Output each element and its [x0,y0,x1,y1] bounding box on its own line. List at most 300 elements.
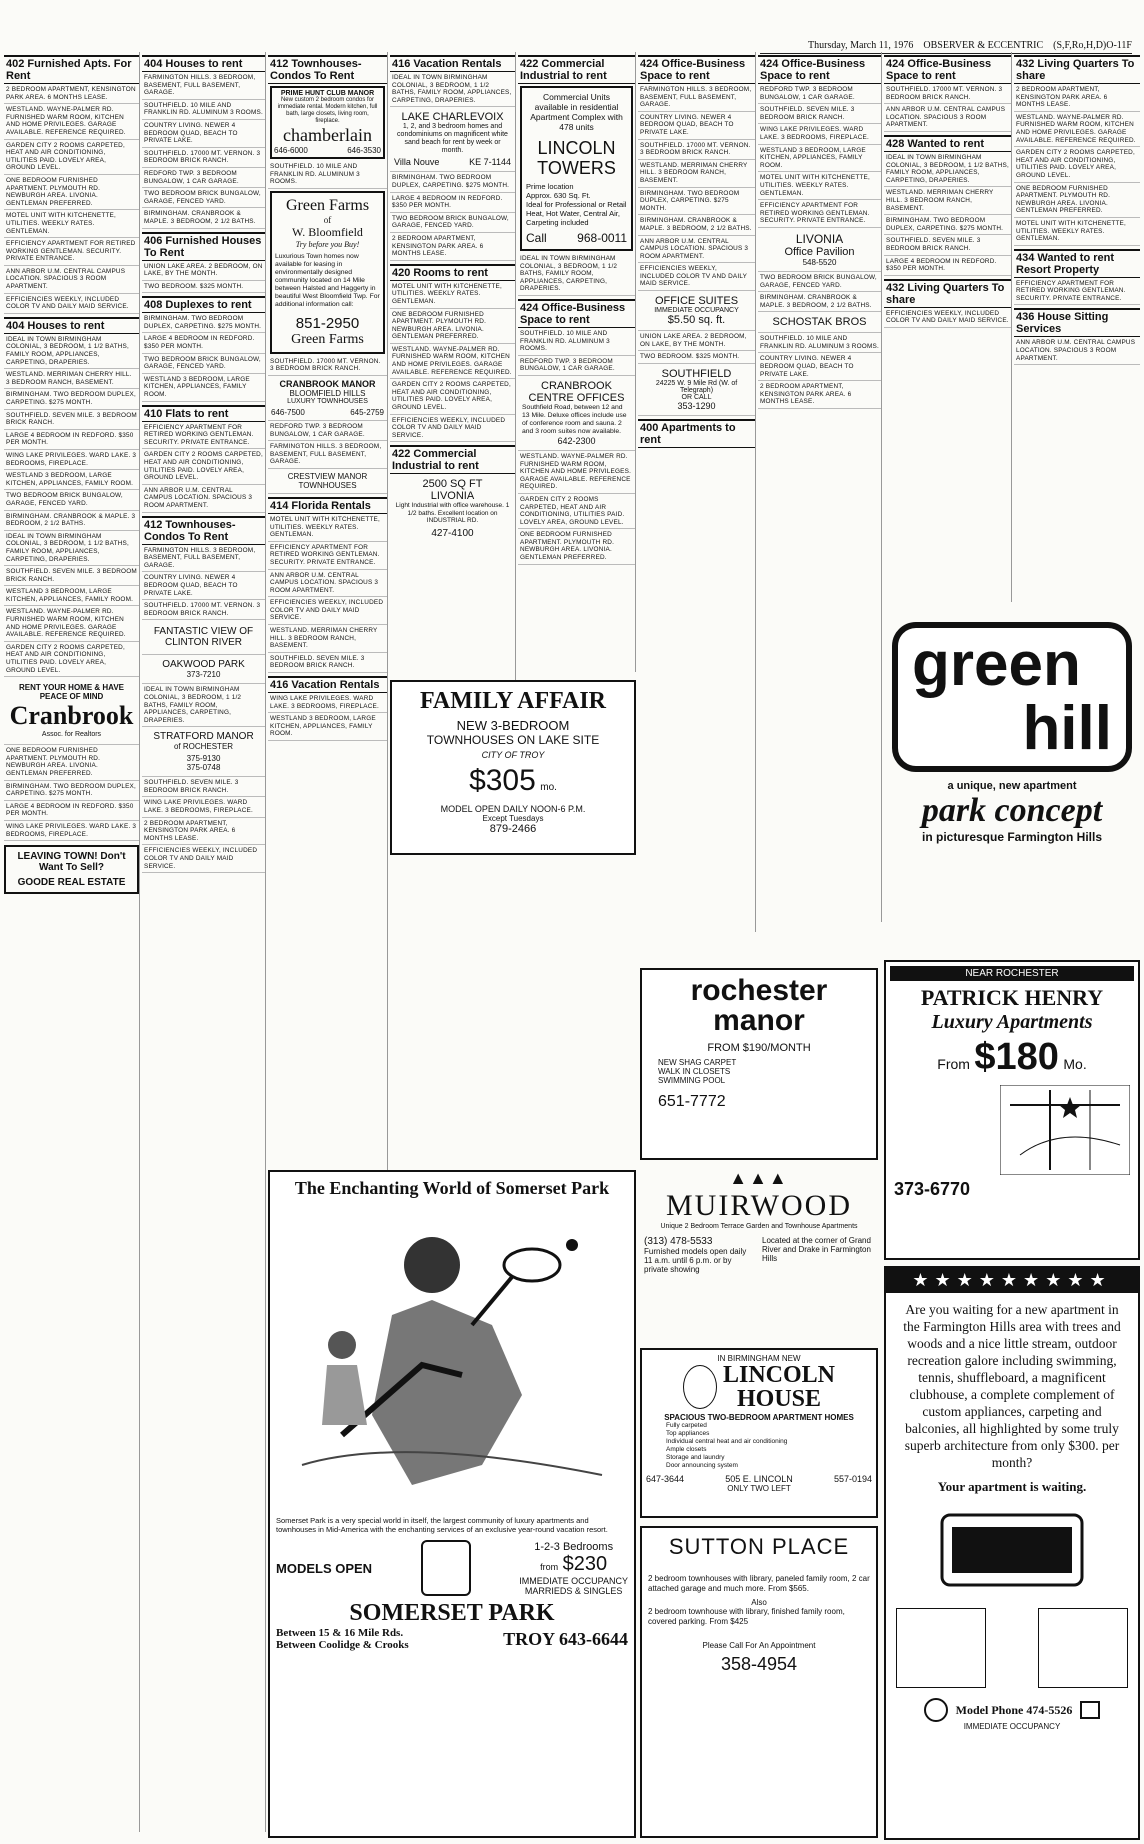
classified-ad: 2 BEDROOM APARTMENT, KENSINGTON PARK AREA. 6 MONTHS LEASE. [390,233,515,261]
classified-ad: WESTLAND. MERRIMAN CHERRY HILL. 3 BEDROOM RANCH, BASEMENT. [268,625,387,653]
classified-ad: ONE BEDROOM FURNISHED APARTMENT. PLYMOUTH RD. NEWBURGH AREA. LIVONIA. GENTLEMAN PREFERRED. [4,745,139,780]
lincoln-house-item: Ample closets [666,1446,707,1453]
family-affair-line2: TOWNHOUSES ON LAKE SITE [426,733,600,747]
classified-ad: WESTLAND. WAYNE-PALMER RD. FURNISHED WARM ROOM, KITCHEN AND HOME PRIVILEGES. GARAGE AVAILABLE. REFERENCE REQUIRED. [4,104,139,139]
livonia-2500-ad [390,474,515,543]
cranbrook-centre-phone: 642-2300 [557,435,596,446]
classified-ad: ANN ARBOR U.M. CENTRAL CAMPUS LOCATION. SPACIOUS 3 ROOM APARTMENT. [4,266,139,294]
muirwood-title: MUIRWOOD [666,1189,852,1222]
classified-ad: WING LAKE PRIVILEGES. WARD LAKE. 3 BEDROOMS, FIREPLACE. [268,693,387,713]
cranbrook-manor-title: CRANBROOK MANOR [279,378,376,389]
classified-ad: BIRMINGHAM. TWO BEDROOM DUPLEX, CARPETING. $275 MONTH. [4,781,139,801]
classified-ad: SOUTHFIELD. 10 MILE AND FRANKLIN RD. ALUMINUM 3 ROOMS. [268,161,387,189]
section-heading: 424 Office-Business Space to rent [884,55,1011,84]
classified-ad: FARMINGTON HILLS. 3 BEDROOM, BASEMENT, FULL BASEMENT, GARAGE. [268,441,387,469]
green-hill-where: in picturesque Farmington Hills [921,830,1103,844]
lincoln-house-title-1: LINCOLN [722,1362,836,1388]
classified-ad: BIRMINGHAM. CRANBROOK & MAPLE. 3 BEDROOM, 2 1/2 BATHS. [142,208,265,228]
stratford-phone-2: 375-0748 [186,763,221,773]
classified-ad: SOUTHFIELD. SEVEN MILE. 3 BEDROOM BRICK RANCH. [4,566,139,586]
classified-ad: ANN ARBOR U.M. CENTRAL CAMPUS LOCATION. SPACIOUS 3 ROOM APARTMENT. [1014,337,1140,365]
classified-ad: COUNTRY LIVING. NEWER 4 BEDROOM QUAD, BEACH TO PRIVATE LAKE. [142,572,265,600]
green-farms-tagline: Try before you Buy! [295,239,360,249]
classified-ad: SOUTHFIELD. SEVEN MILE. 3 BEDROOM BRICK RANCH. [884,235,1011,255]
section-heading: 404 Houses to rent [142,55,265,72]
classified-ad: COUNTRY LIVING. NEWER 4 BEDROOM QUAD, BEACH TO PRIVATE LAKE. [638,112,755,140]
waiting-phone: Model Phone 474-5526 [955,1702,1073,1717]
classified-ad: SOUTHFIELD. SEVEN MILE. 3 BEDROOM BRICK RANCH. [758,104,881,124]
column-5 [518,52,636,672]
somerset-park-ad [268,1170,636,1838]
column-8 [884,52,1012,602]
classified-ad: ONE BEDROOM FURNISHED APARTMENT. PLYMOUTH RD. NEWBURGH AREA. LIVONIA. GENTLEMAN PREFERRED. [1014,183,1140,218]
classified-ad: SOUTHFIELD. 10 MILE AND FRANKLIN RD. ALUMINUM 3 ROOMS. [758,333,881,353]
chamberlain-phone-2: 646-3530 [347,146,381,155]
classified-ad: SOUTHFIELD. 17000 MT. VERNON. 3 BEDROOM BRICK RANCH. [268,356,387,376]
classified-ad: SOUTHFIELD. SEVEN MILE. 3 BEDROOM BRICK RANCH. [142,777,265,797]
classified-ad: ANN ARBOR U.M. CENTRAL CAMPUS LOCATION. SPACIOUS 3 ROOM APARTMENT. [142,485,265,513]
lincoln-house-title-2: HOUSE [736,1386,822,1412]
section-heading: 422 Commercial Industrial to rent [518,55,635,84]
stratford-ad [142,727,265,777]
lincoln-towers-intro: Commercial Units available in residential Apartment Complex with 478 units [530,92,623,132]
somerset-from: from [540,1561,559,1572]
chamberlain-phone-1: 646-6000 [274,146,308,155]
classified-ad: LARGE 4 BEDROOM IN REDFORD. $350 PER MONTH. [390,193,515,213]
rochester-manor-title-2: manor [713,1004,805,1037]
lincoln-house-left: ONLY TWO LEFT [727,1484,791,1493]
cranbrook-centre-title: CRANBROOK CENTRE OFFICES [528,379,625,404]
family-affair-line1: NEW 3-BEDROOM [456,718,570,733]
small-map [1038,1608,1128,1688]
cranbrook-manor-sub: BLOOMFIELD HILLS [289,388,366,398]
sutton-place-ad [640,1526,878,1838]
classified-ad: WING LAKE PRIVILEGES. WARD LAKE. 3 BEDROOMS, FIREPLACE. [4,450,139,470]
office-suites-ad [638,291,755,331]
green-hill-tagline: a unique, new apartment [947,780,1077,792]
page-number: (S,F,Ro,H,D)O-11F [1053,40,1132,51]
cranbrook-manor-ad [268,376,387,421]
classified-ad: 2 BEDROOM APARTMENT, KENSINGTON PARK AREA. 6 MONTHS LEASE. [4,84,139,104]
section-heading: 422 Commercial Industrial to rent [390,445,515,474]
green-hill-concept: park concept [921,792,1103,829]
classified-ad: MOTEL UNIT WITH KITCHENETTE, UTILITIES. WEEKLY RATES. GENTLEMAN. [1014,218,1140,246]
logo-emblem [922,1505,1102,1595]
classified-ad: ANN ARBOR U.M. CENTRAL CAMPUS LOCATION. SPACIOUS 3 ROOM APARTMENT. [884,104,1011,132]
green-farms-body: Luxurious Town homes now available for leasing in environmentally designed community located on 14 Mile between Halsted and Haggerty in beautiful West Bloomfield Twp. For additional information call: [275,252,380,308]
somerset-body: Somerset Park is a very special world in itself, the largest community of luxury apartments and townhouses in Mid-America with the enchanting services of an exclusive year-round vacation resort. [276,1516,608,1534]
classified-ad: IDEAL IN TOWN BIRMINGHAM COLONIAL, 3 BEDROOM, 1 1/2 BATHS, FAMILY ROOM, APPLIANCES, CARPETING, DRAPERIES. [518,253,635,296]
classified-ad: SOUTHFIELD. 10 MILE AND FRANKLIN RD. ALUMINUM 3 ROOMS. [142,100,265,120]
classified-ad: REDFORD TWP. 3 BEDROOM BUNGALOW, 1 CAR GARAGE. [268,421,387,441]
column-3 [268,52,388,1217]
cranbrook-ad [4,677,139,745]
lincoln-house-item: Storage and laundry [666,1454,725,1461]
schostak-ad [758,312,881,333]
patrick-henry-ad [884,960,1140,1260]
section-heading: 412 Townhouses-Condos To Rent [142,516,265,545]
cranbrook-rent: RENT YOUR HOME & HAVE PEACE OF MIND [18,683,125,702]
classified-ad: WESTLAND. WAYNE-PALMER RD. FURNISHED WARM ROOM, KITCHEN AND HOME PRIVILEGES. GARAGE AVAILABLE. REFERENCE REQUIRED. [518,451,635,494]
small-map [896,1608,986,1688]
classified-ad: LARGE 4 BEDROOM IN REDFORD. $350 PER MONTH. [884,256,1011,276]
sutton-place-title: SUTTON PLACE [668,1534,850,1559]
classified-ad: BIRMINGHAM. TWO BEDROOM DUPLEX, CARPETING. $275 MONTH. [4,389,139,409]
section-heading: 412 Townhouses-Condos To Rent [268,55,387,84]
classified-ad: MOTEL UNIT WITH KITCHENETTE, UTILITIES. WEEKLY RATES. GENTLEMAN. [758,172,881,200]
classified-ad: TWO BEDROOM BRICK BUNGALOW, GARAGE, FENCED YARD. [142,354,265,374]
lincoln-house-phone-2: 557-0194 [833,1474,872,1484]
muirwood-body: Furnished models open daily 11 a.m. until 6 p.m. or by private showing [644,1247,747,1274]
lincoln-towers-call: Call [526,231,547,245]
classified-ad: ONE BEDROOM FURNISHED APARTMENT. PLYMOUTH RD. NEWBURGH AREA. LIVONIA. GENTLEMAN PREFERRED. [390,309,515,344]
rochester-feature: SWIMMING POOL [658,1076,726,1085]
column-1 [4,52,140,1832]
classified-ad: EFFICIENCY APARTMENT FOR RETIRED WORKING GENTLEMAN. SECURITY. PRIVATE ENTRANCE. [4,238,139,266]
section-heading: 420 Rooms to rent [390,264,515,281]
page-date: Thursday, March 11, 1976 [808,40,914,51]
somerset-bedrooms: 1-2-3 Bedrooms [534,1540,614,1553]
section-heading: 434 Wanted to rent Resort Property [1014,249,1140,278]
rochester-manor-ad [640,968,878,1160]
green-farms-ad [270,191,385,354]
section-heading: 428 Wanted to rent [884,135,1011,152]
patrick-henry-title: PATRICK HENRY [920,985,1104,1010]
somerset-location-1: Between 15 & 16 Mile Rds. [276,1627,404,1639]
classified-ad: WESTLAND. WAYNE-PALMER RD. FURNISHED WARM ROOM, KITCHEN AND HOME PRIVILEGES. GARAGE AVAILABLE. REFERENCE REQUIRED. [1014,112,1140,147]
sutton-place-phone: 358-4954 [720,1654,798,1674]
patrick-henry-phone: 373-6770 [894,1179,971,1199]
equal-housing-icon [1080,1701,1100,1719]
classified-ad: EFFICIENCIES WEEKLY, INCLUDED COLOR TV AND DAILY MAID SERVICE. [884,308,1011,328]
classified-ad: WESTLAND 3 BEDROOM, LARGE KITCHEN, APPLIANCES, FAMILY ROOM. [758,145,881,173]
lincoln-towers-item: Heat, Hot Water, Central Air, Carpeting included [526,209,620,227]
classified-ad: 2 BEDROOM APARTMENT, KENSINGTON PARK AREA. 6 MONTHS LEASE. [1014,84,1140,112]
classified-ad: SOUTHFIELD. SEVEN MILE. 3 BEDROOM BRICK RANCH. [268,653,387,673]
classified-ad: EFFICIENCIES WEEKLY, INCLUDED COLOR TV AND DAILY MAID SERVICE. [390,415,515,443]
cranbrook-manor-phone-1: 646-7500 [271,407,305,417]
sutton-place-also: Also [751,1598,767,1607]
sutton-place-body-1: 2 bedroom townhouses with library, paneled family room, 2 car attached garage and much more. From $565. [648,1574,870,1593]
lincoln-house-intro: IN BIRMINGHAM NEW [717,1354,801,1363]
column-6 [638,52,756,932]
lincoln-house-address: 505 E. LINCOLN [725,1474,793,1484]
classified-ad: UNION LAKE AREA. 2 BEDROOM, ON LAKE, BY THE MONTH. [638,331,755,351]
chamberlain-title: PRIME HUNT CLUB MANOR [280,90,375,97]
patrick-henry-near: NEAR ROCHESTER [890,966,1134,981]
office-suites-sub: IMMEDIATE OCCUPANCY [654,307,739,315]
lincoln-portrait-icon [683,1365,717,1409]
section-heading: 424 Office-Business Space to rent [758,55,881,84]
goode-title: GOODE REAL ESTATE [17,877,126,889]
oakwood-ad [142,655,265,684]
muirwood-sub: Unique 2 Bedroom Terrace Garden and Townhouse Apartments [660,1223,858,1230]
livonia-2500-body: Light Industrial with office warehouse. 1 1/2 baths. Excellent location on INDUSTRIAL RD. [395,502,510,525]
lake-charlevoix-ad [390,107,515,172]
green-farms-location: W. Bloomfield [292,224,363,239]
section-heading: 424 Office-Business Space to rent [638,55,755,84]
green-hill-ad [884,612,1140,897]
green-farms-title: Green Farms [285,196,370,214]
classified-ad: IDEAL IN TOWN BIRMINGHAM COLONIAL, 3 BEDROOM, 1 1/2 BATHS, FAMILY ROOM, APPLIANCES, CARPETING, DRAPERIES. [4,531,139,566]
southfield-address: 24225 W. 9 Mile Rd (W. of Telegraph) [655,379,738,394]
livonia-pavilion-title: LIVONIA [795,231,844,246]
classified-ad: FARMINGTON HILLS. 3 BEDROOM, BASEMENT, FULL BASEMENT, GARAGE. [142,72,265,100]
green-hill-hill: hill [1022,694,1112,763]
lincoln-house-phone-1: 647-3644 [646,1474,685,1484]
sutton-place-body-2: 2 bedroom townhouse with library, finished family room, covered parking. From $425 [648,1607,845,1626]
rochester-feature: WALK IN CLOSETS [658,1067,731,1076]
classified-ad: UNION LAKE AREA. 2 BEDROOM, ON LAKE, BY THE MONTH. [142,261,265,281]
lincoln-towers-title: LINCOLN TOWERS [537,138,616,178]
section-heading: 414 Florida Rentals [268,497,387,514]
classified-ad: SOUTHFIELD. 17000 MT. VERNON. 3 BEDROOM BRICK RANCH. [884,84,1011,104]
tennis-illustration [282,1205,622,1505]
classified-ad: WESTLAND. MERRIMAN CHERRY HILL. 3 BEDROOM RANCH, BASEMENT. [638,160,755,188]
classified-ad: IDEAL IN TOWN BIRMINGHAM COLONIAL, 3 BEDROOM, 1 1/2 BATHS, FAMILY ROOM, APPLIANCES, CARPETING, DRAPERIES. [884,152,1011,187]
section-heading: 404 Houses to rent [4,317,139,334]
classified-ad: WESTLAND 3 BEDROOM, LARGE KITCHEN, APPLIANCES, FAMILY ROOM. [4,470,139,490]
classified-ad: TWO BEDROOM. $325 MONTH. [638,351,755,364]
classified-ad: MOTEL UNIT WITH KITCHENETTE, UTILITIES. WEEKLY RATES. GENTLEMAN. [268,514,387,542]
crestview-ad [268,469,387,494]
cranbrook-manor-kind: LUXURY TOWNHOUSES [287,397,368,405]
muirwood-location: Located at the corner of Grand River and Drake in Farmington Hills [762,1236,871,1263]
classified-ad: 2 BEDROOM APARTMENT, KENSINGTON PARK AREA. 6 MONTHS LEASE. [758,381,881,409]
livonia-2500-size: 2500 SQ FT [422,478,483,491]
classified-ad: GARDEN CITY 2 ROOMS CARPETED, HEAT AND AIR CONDITIONING, UTILITIES PAID. LOVELY AREA, GROUND LEVEL. [4,140,139,175]
fantastic-view-title: FANTASTIC VIEW OF CLINTON RIVER [153,626,254,649]
waiting-foot: Your apartment is waiting. [937,1479,1087,1494]
classified-ad: TWO BEDROOM BRICK BUNGALOW, GARAGE, FENCED YARD. [142,188,265,208]
waiting-body: Are you waiting for a new apartment in the Farmington Hills area with trees and woods and a nice little stream, outdoor recreation galore including swimming, tennis, shuffleboard, a magnificent clubhouse, a complete complement of custom appliances, carpeting and balconies, all highlighted by some truly superb architecture from only $300. per month? [903,1302,1121,1470]
cranbrook-title: Cranbrook [9,701,134,731]
lincoln-house-ad [640,1348,878,1518]
chamberlain-ad [270,86,385,159]
classified-ad: EFFICIENCY APARTMENT FOR RETIRED WORKING GENTLEMAN. SECURITY. PRIVATE ENTRANCE. [268,542,387,570]
classified-ad: GARDEN CITY 2 ROOMS CARPETED, HEAT AND AIR CONDITIONING, UTILITIES PAID. LOVELY AREA, GROUND LEVEL. [142,449,265,484]
rochester-manor-phone: 651-7772 [658,1093,726,1110]
section-heading: 400 Apartments to rent [638,419,755,448]
classified-ad: GARDEN CITY 2 ROOMS CARPETED, HEAT AND AIR CONDITIONING, UTILITIES PAID. LOVELY AREA, GROUND LEVEL. [390,379,515,414]
section-heading: 432 Living Quarters To share [1014,55,1140,84]
muirwood-ad [640,1164,878,1344]
column-4 [390,52,516,727]
tree-icons: ▲▲▲ [729,1168,789,1188]
classified-ad: LARGE 4 BEDROOM IN REDFORD. $350 PER MONTH. [4,430,139,450]
office-suites-title: OFFICE SUITES [654,295,739,308]
livonia-2500-phone: 427-4100 [431,527,474,539]
classified-ad: BIRMINGHAM. CRANBROOK & MAPLE. 3 BEDROOM, 2 1/2 BATHS. [638,215,755,235]
classified-ad: SOUTHFIELD. SEVEN MILE. 3 BEDROOM BRICK RANCH. [4,410,139,430]
lincoln-house-item: Fully carpeted [666,1422,707,1429]
somerset-marrieds: MARRIEDS & SINGLES [524,1585,623,1596]
classified-ad: LARGE 4 BEDROOM IN REDFORD. $350 PER MONTH. [4,801,139,821]
patrick-henry-unit: Mo. [1063,1056,1087,1072]
lincoln-towers-ad [520,86,633,251]
classified-ad: BIRMINGHAM. TWO BEDROOM DUPLEX, CARPETING. $275 MONTH. [884,215,1011,235]
classified-ad: EFFICIENCY APARTMENT FOR RETIRED WORKING GENTLEMAN. SECURITY. PRIVATE ENTRANCE. [758,200,881,228]
column-2 [142,52,266,1832]
classified-ad: GARDEN CITY 2 ROOMS CARPETED, HEAT AND AIR CONDITIONING, UTILITIES PAID. LOVELY AREA, GROUND LEVEL. [4,642,139,677]
goode-ad [4,845,139,894]
classified-ad: ANN ARBOR U.M. CENTRAL CAMPUS LOCATION. SPACIOUS 3 ROOM APARTMENT. [638,236,755,264]
family-affair-title: FAMILY AFFAIR [420,688,606,714]
classified-ad: WING LAKE PRIVILEGES. WARD LAKE. 3 BEDROOMS, FIREPLACE. [4,821,139,841]
classified-ad: LARGE 4 BEDROOM IN REDFORD. $350 PER MONTH. [142,333,265,353]
lincoln-towers-item: Prime location [526,182,574,191]
classified-ad: SOUTHFIELD. 10 MILE AND FRANKLIN RD. ALUMINUM 3 ROOMS. [518,328,635,356]
livonia-pavilion-ad [758,228,881,272]
livonia-2500-city: LIVONIA [430,490,475,503]
classified-ad: WESTLAND. MERRIMAN CHERRY HILL. 3 BEDROOM RANCH, BASEMENT. [884,187,1011,215]
circle-logo-icon [924,1698,948,1722]
classified-ad: EFFICIENCIES WEEKLY, INCLUDED COLOR TV AND DAILY MAID SERVICE. [268,597,387,625]
lake-charlevoix-body: 1, 2, and 3 bedroom homes and condominiums on magnificent white sand beach for rent by week or month. [397,123,508,155]
section-heading: 416 Vacation Rentals [390,55,515,72]
classified-ad: IDEAL IN TOWN BIRMINGHAM COLONIAL, 3 BEDROOM, 1 1/2 BATHS, FAMILY ROOM, APPLIANCES, CARPETING, DRAPERIES. [4,334,139,369]
cranbrook-manor-phone-2: 645-2759 [350,407,384,417]
classified-ad: MOTEL UNIT WITH KITCHENETTE, UTILITIES. WEEKLY RATES. GENTLEMAN. [4,210,139,238]
somerset-title: The Enchanting World of Somerset Park [294,1178,610,1198]
chamberlain-name: chamberlain [283,125,372,145]
classified-ad: MOTEL UNIT WITH KITCHENETTE, UTILITIES. WEEKLY RATES. GENTLEMAN. [390,281,515,309]
livonia-pavilion-sub: Office Pavilion [784,245,855,258]
family-affair-ad [390,680,636,855]
section-heading: 406 Furnished Houses To Rent [142,232,265,261]
lake-charlevoix-title: LAKE CHARLEVOIX [401,111,504,124]
classified-ad: BIRMINGHAM. TWO BEDROOM DUPLEX, CARPETING. $275 MONTH. [638,188,755,216]
column-7 [758,52,882,922]
classified-ad: SOUTHFIELD. 17000 MT. VERNON. 3 BEDROOM BRICK RANCH. [638,140,755,160]
classified-ad: BIRMINGHAM. TWO BEDROOM DUPLEX, CARPETING. $275 MONTH. [142,313,265,333]
section-heading: 410 Flats to rent [142,405,265,422]
classified-ad: BIRMINGHAM. TWO BEDROOM DUPLEX, CARPETING. $275 MONTH. [390,172,515,192]
goode-leaving: LEAVING TOWN! Don't Want To Sell? [17,851,126,874]
schostak-title: SCHOSTAK BROS [772,316,867,329]
classified-ad: 2 BEDROOM APARTMENT, KENSINGTON PARK AREA. 6 MONTHS LEASE. [142,818,265,846]
lincoln-towers-item: Ideal for Professional or Retail [526,200,627,209]
paper-name: OBSERVER & ECCENTRIC [923,40,1044,51]
rochester-feature: NEW SHAG CARPET [658,1058,737,1067]
stratford-title: STRATFORD MANOR [153,731,254,743]
southfield-ad [638,364,755,416]
location-map [1000,1085,1130,1175]
classified-ad: ONE BEDROOM FURNISHED APARTMENT. PLYMOUTH RD. NEWBURGH AREA. LIVONIA. GENTLEMAN PREFERRED. [518,529,635,564]
classified-ad: EFFICIENCIES WEEKLY, INCLUDED COLOR TV AND DAILY MAID SERVICE. [638,263,755,291]
southfield-title: SOUTHFIELD [661,367,732,380]
section-heading: 424 Office-Business Space to rent [518,299,635,328]
classified-ad: EFFICIENCIES WEEKLY, INCLUDED COLOR TV AND DAILY MAID SERVICE. [142,845,265,873]
lincoln-house-item: Top appliances [666,1430,710,1437]
stratford-sub: of ROCHESTER [173,742,234,752]
southfield-phone: 353-1290 [677,400,716,411]
crestview-title: CRESTVIEW MANOR TOWNHOUSES [287,471,368,490]
cranbrook-centre-body: Southfield Road, between 12 and 13 Mile. Deluxe offices include use of conference room and sauna. 2 and 3 room suites now available. [522,403,627,435]
classified-ad: WING LAKE PRIVILEGES. WARD LAKE. 3 BEDROOMS, FIREPLACE. [758,124,881,144]
somerset-models: MODELS OPEN [276,1560,373,1576]
southfield-call: OR CALL [681,393,712,401]
classified-ad: REDFORD TWP. 3 BEDROOM BUNGALOW, 1 CAR GARAGE. [518,356,635,376]
lincoln-house-item: Door announcing system [666,1462,738,1469]
classified-ad: WESTLAND. WAYNE-PALMER RD. FURNISHED WARM ROOM, KITCHEN AND HOME PRIVILEGES. GARAGE AVAILABLE. REFERENCE REQUIRED. [390,344,515,379]
family-affair-price: $305 [469,764,536,797]
family-affair-open: MODEL OPEN DAILY NOON-6 P.M. [440,804,586,814]
waiting-occupancy: IMMEDIATE OCCUPANCY [963,1722,1061,1731]
classified-ad: TWO BEDROOM BRICK BUNGALOW, GARAGE, FENCED YARD. [758,272,881,292]
classified-ad: SOUTHFIELD. 17000 MT. VERNON. 3 BEDROOM BRICK RANCH. [142,148,265,168]
somerset-name: SOMERSET PARK [349,1600,555,1626]
stars-banner: ★★★★★★★★★ [886,1268,1138,1293]
fantastic-view-ad [142,620,265,655]
classified-ad: REDFORD TWP. 3 BEDROOM BUNGALOW, 1 CAR GARAGE. [758,84,881,104]
green-farms-phone: 851-2950 [295,314,360,332]
section-heading: 436 House Sitting Services [1014,308,1140,337]
farmington-waiting-ad [884,1266,1140,1840]
classified-ad: GARDEN CITY 2 ROOMS CARPETED, HEAT AND AIR CONDITIONING, UTILITIES PAID. LOVELY AREA, GROUND LEVEL. [1014,147,1140,182]
classified-ad: WESTLAND 3 BEDROOM, LARGE KITCHEN, APPLIANCES, FAMILY ROOM. [268,713,387,741]
lake-charlevoix-name: Villa Nouve [394,157,440,168]
stratford-phone-1: 375-9130 [186,754,221,764]
lake-charlevoix-phone: KE 7-1144 [469,157,511,168]
classified-ad: WESTLAND. MERRIMAN CHERRY HILL. 3 BEDROOM RANCH, BASEMENT. [4,369,139,389]
section-heading: 416 Vacation Rentals [268,676,387,693]
classified-ad: BIRMINGHAM. CRANBROOK & MAPLE. 3 BEDROOM, 2 1/2 BATHS. [4,511,139,531]
rochester-manor-title-1: rochester [690,974,828,1007]
family-affair-price-unit: mo. [540,782,557,793]
chamberlain-body: New custom 2 bedroom condos for immediate rental. Modern kitchen, full bath, large closets, living room, fireplace. [277,97,378,124]
patrick-henry-price: $180 [974,1036,1059,1078]
section-heading: 408 Duplexes to rent [142,296,265,313]
classified-ad: EFFICIENCY APARTMENT FOR RETIRED WORKING GENTLEMAN. SECURITY. PRIVATE ENTRANCE. [1014,278,1140,306]
green-farms-of: of [323,214,332,225]
lincoln-house-item: Individual central heat and air conditioning [666,1438,788,1445]
classified-ad: WESTLAND 3 BEDROOM, LARGE KITCHEN, APPLIANCES, FAMILY ROOM. [4,586,139,606]
oakwood-title: OAKWOOD PARK [162,659,245,671]
green-farms-foot: Green Farms [291,331,364,347]
section-heading: 402 Furnished Apts. For Rent [4,55,139,84]
somerset-occupancy: IMMEDIATE OCCUPANCY [519,1575,628,1586]
rochester-manor-from: FROM $190/MONTH [707,1042,811,1054]
somerset-location-2: Between Coolidge & Crooks [276,1639,409,1651]
somerset-phone: 643-6644 [559,1628,628,1649]
muirwood-phone: (313) 478-5533 [644,1236,713,1247]
classified-ad: FARMINGTON HILLS. 3 BEDROOM, BASEMENT, FULL BASEMENT, GARAGE. [638,84,755,112]
somerset-city: TROY [503,1628,555,1649]
cranbrook-centre-ad [518,376,635,451]
lincoln-towers-item: Approx. 630 Sq. Ft. [526,191,591,200]
classified-ad: SOUTHFIELD. 17000 MT. VERNON. 3 BEDROOM BRICK RANCH. [142,600,265,620]
classified-ad: WING LAKE PRIVILEGES. WARD LAKE. 3 BEDROOMS, FIREPLACE. [142,797,265,817]
classified-ad: COUNTRY LIVING. NEWER 4 BEDROOM QUAD, BEACH TO PRIVATE LAKE. [758,353,881,381]
classified-ad: IDEAL IN TOWN BIRMINGHAM COLONIAL, 3 BEDROOM, 1 1/2 BATHS, FAMILY ROOM, APPLIANCES, CARPETING, DRAPERIES. [142,684,265,727]
patrick-henry-sub: Luxury Apartments [931,1011,1093,1033]
lincoln-towers-phone: 968-0011 [577,231,627,245]
sutton-place-call: Please Call For An Appointment [702,1641,816,1650]
classified-ad: EFFICIENCIES WEEKLY, INCLUDED COLOR TV AND DAILY MAID SERVICE. [4,294,139,314]
livonia-pavilion-phone: 548-5520 [802,257,837,267]
classified-ad: REDFORD TWP. 3 BEDROOM BUNGALOW, 1 CAR GARAGE. [142,168,265,188]
classified-ad: IDEAL IN TOWN BIRMINGHAM COLONIAL, 3 BEDROOM, 1 1/2 BATHS, FAMILY ROOM, APPLIANCES, CARPETING, DRAPERIES. [390,72,515,107]
classified-ad: TWO BEDROOM BRICK BUNGALOW, GARAGE, FENCED YARD. [390,213,515,233]
classified-ad: BIRMINGHAM. CRANBROOK & MAPLE. 3 BEDROOM, 2 1/2 BATHS. [758,292,881,312]
classified-ad: FARMINGTON HILLS. 3 BEDROOM, BASEMENT, FULL BASEMENT, GARAGE. [142,545,265,573]
lincoln-house-sub: SPACIOUS TWO-BEDROOM APARTMENT HOMES [664,1413,854,1422]
green-hill-green: green [912,630,1081,699]
family-affair-phone: 879-2466 [489,823,537,835]
column-9 [1014,52,1140,602]
patrick-henry-from: From [937,1056,970,1072]
